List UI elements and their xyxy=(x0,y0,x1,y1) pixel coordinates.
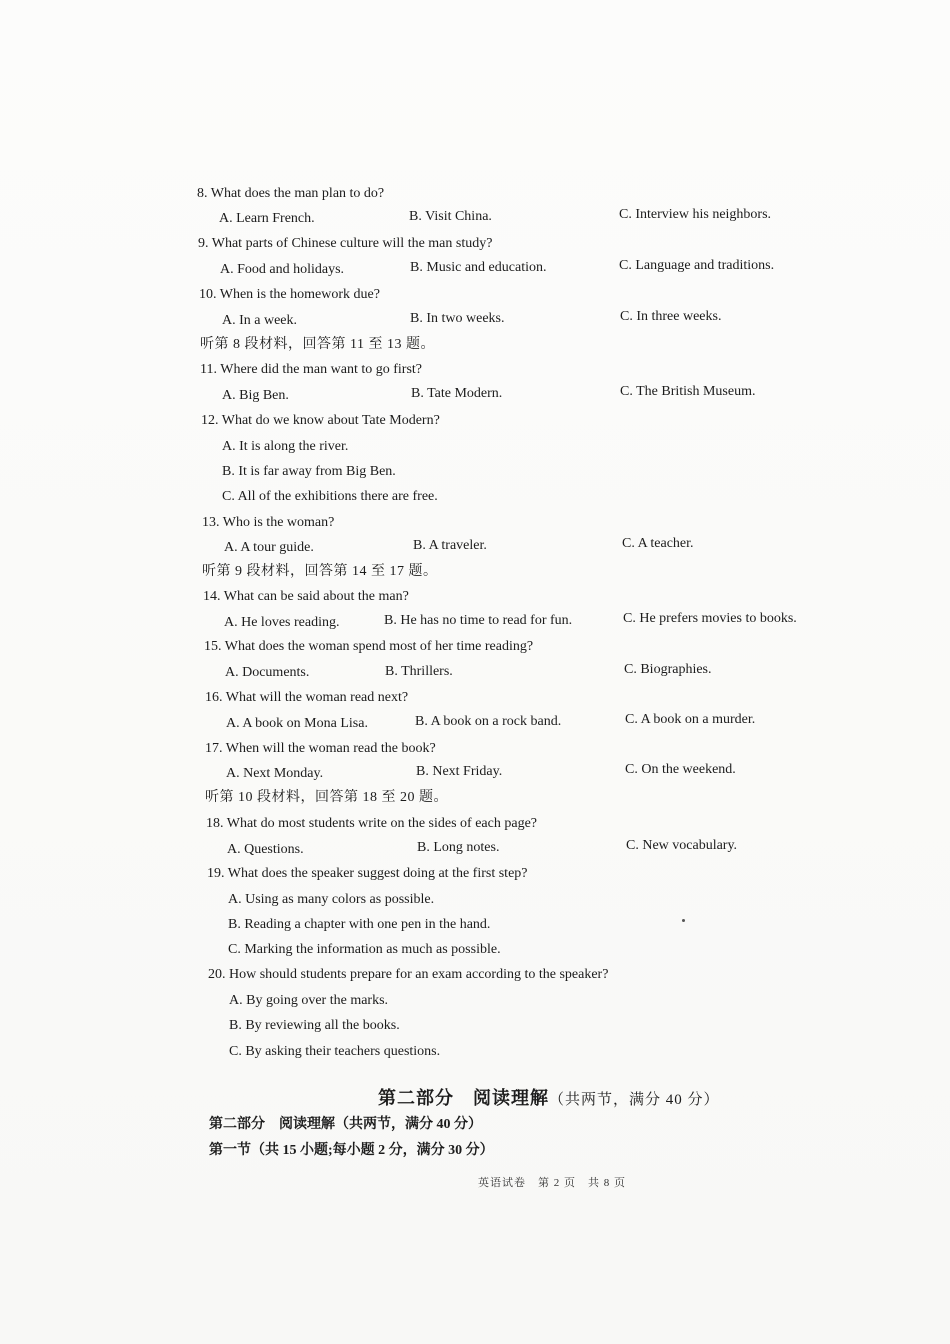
q12-option-b: B. It is far away from Big Ben. xyxy=(222,464,396,479)
question-17: 17. When will the woman read the book? xyxy=(205,741,436,756)
question-20: 20. How should students prepare for an exam according to the speaker? xyxy=(208,967,609,982)
question-18: 18. What do most students write on the sides of each page? xyxy=(206,816,537,831)
question-16: 16. What will the woman read next? xyxy=(205,690,409,705)
q18-option-c: C. New vocabulary. xyxy=(626,838,738,853)
q20-option-c: C. By asking their teachers questions. xyxy=(229,1044,441,1059)
question-10: 10. When is the homework due? xyxy=(199,287,380,302)
q15-option-b: B. Thrillers. xyxy=(385,664,453,679)
part-2-heading-sub: （共两节，满分 40 分） xyxy=(549,1092,720,1108)
q8-option-b: B. Visit China. xyxy=(409,209,492,224)
scan-speck xyxy=(682,919,685,922)
q19-option-a: A. Using as many colors as possible. xyxy=(228,892,435,907)
q10-option-c: C. In three weeks. xyxy=(620,309,722,324)
part-2-heading xyxy=(378,1084,720,1110)
question-19: 19. What does the speaker suggest doing at the first step? xyxy=(207,866,528,881)
q20-option-a: A. By going over the marks. xyxy=(229,993,389,1008)
part-2-subheading: 第二部分 阅读理解（共两节，满分 40 分） xyxy=(209,1117,482,1132)
q17-option-b: B. Next Friday. xyxy=(416,764,503,779)
section-1-heading: 第一节（共 15 小题;每小题 2 分，满分 30 分） xyxy=(209,1143,494,1158)
q13-option-a: A. A tour guide. xyxy=(224,540,314,555)
question-15: 15. What does the woman spend most of her time reading? xyxy=(204,639,534,654)
q9-option-b: B. Music and education. xyxy=(410,260,547,275)
q15-option-a: A. Documents. xyxy=(225,665,310,680)
q14-option-c: C. He prefers movies to books. xyxy=(623,611,797,626)
section-9-instruction: 听第 9 段材料，回答第 14 至 17 题。 xyxy=(202,564,438,579)
q12-option-a: A. It is along the river. xyxy=(222,439,349,454)
q10-option-b: B. In two weeks. xyxy=(410,311,505,326)
q11-option-a: A. Big Ben. xyxy=(222,388,289,403)
q16-option-c: C. A book on a murder. xyxy=(625,712,756,727)
q13-option-c: C. A teacher. xyxy=(622,536,694,551)
q10-option-a: A. In a week. xyxy=(222,313,298,328)
q20-option-b: B. By reviewing all the books. xyxy=(229,1018,400,1033)
q11-option-c: C. The British Museum. xyxy=(620,384,756,399)
q14-option-b: B. He has no time to read for fun. xyxy=(384,613,573,628)
q14-option-a: A. He loves reading. xyxy=(224,615,340,630)
q11-option-b: B. Tate Modern. xyxy=(411,386,503,401)
q15-option-c: C. Biographies. xyxy=(624,662,712,677)
question-8: 8. What does the man plan to do? xyxy=(197,186,385,201)
question-9: 9. What parts of Chinese culture will the man study? xyxy=(198,236,493,251)
q18-option-b: B. Long notes. xyxy=(417,840,500,855)
question-13: 13. Who is the woman? xyxy=(202,515,335,530)
q16-option-b: B. A book on a rock band. xyxy=(415,714,562,729)
q8-option-a: A. Learn French. xyxy=(219,211,315,226)
q17-option-c: C. On the weekend. xyxy=(625,762,736,777)
section-8-instruction: 听第 8 段材料，回答第 11 至 13 题。 xyxy=(200,337,435,352)
q9-option-a: A. Food and holidays. xyxy=(220,262,345,277)
page-footer: 英语试卷 第 2 页 共 8 页 xyxy=(478,1177,626,1189)
question-12: 12. What do we know about Tate Modern? xyxy=(201,413,440,428)
question-11: 11. Where did the man want to go first? xyxy=(200,362,422,377)
section-10-instruction: 听第 10 段材料，回答第 18 至 20 题。 xyxy=(205,790,448,805)
q13-option-b: B. A traveler. xyxy=(413,538,487,553)
q12-option-c: C. All of the exhibitions there are free. xyxy=(222,489,438,504)
q9-option-c: C. Language and traditions. xyxy=(619,258,775,273)
q19-option-c: C. Marking the information as much as possible. xyxy=(228,942,501,957)
q17-option-a: A. Next Monday. xyxy=(226,766,324,781)
q8-option-c: C. Interview his neighbors. xyxy=(619,207,772,222)
q19-option-b: B. Reading a chapter with one pen in the hand. xyxy=(228,917,491,932)
q16-option-a: A. A book on Mona Lisa. xyxy=(226,716,368,731)
part-2-heading-main: 第二部分 阅读理解 xyxy=(378,1088,549,1108)
q18-option-a: A. Questions. xyxy=(227,842,304,857)
question-14: 14. What can be said about the man? xyxy=(203,589,409,604)
